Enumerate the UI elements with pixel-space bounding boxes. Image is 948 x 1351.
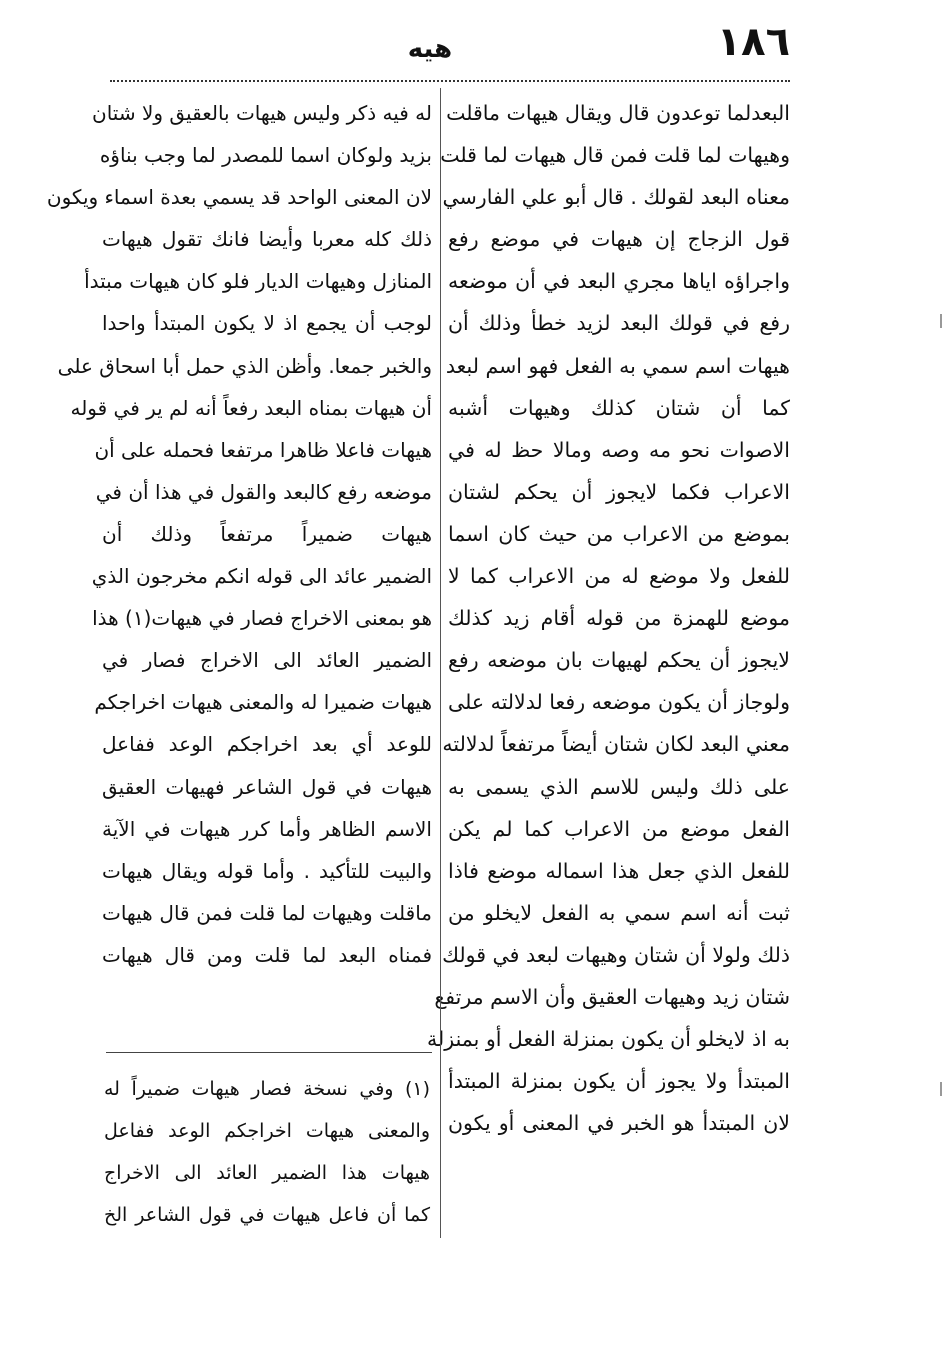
text-line: معني البعد لكان شتان أيضاً مرتفعاً لدلالته bbox=[442, 732, 790, 757]
text-line: كما أن شتان كذلك وهيهات أشبه bbox=[448, 395, 790, 420]
text-line: بموضع من الاعراب من حيث كان اسما bbox=[448, 521, 790, 546]
text-line: للفعل ولا موضع له من الاعراب كما لا bbox=[448, 564, 790, 589]
text-line: الاسم الظاهر وأما كرر هيهات في الآية bbox=[102, 816, 432, 841]
text-line: الضمير العائد الى الاخراج فصار في bbox=[102, 648, 432, 673]
header-rule bbox=[110, 80, 790, 82]
text-line: فمناه البعد لما قلت ومن قال هيهات bbox=[102, 942, 432, 967]
text-line: ذلك ولولا أن شتان وهيهات لبعد في قولك bbox=[442, 942, 790, 967]
text-line: للفعل الذي جعل هذا اسماله موضع فاذا bbox=[448, 858, 790, 883]
text-line: الضمير عائد الى قوله انكم مخرجون الذي bbox=[91, 564, 432, 589]
text-line: بزيد ولوكان اسما للمصدر لما وجب بناؤه bbox=[99, 143, 432, 168]
scan-edge-mark bbox=[940, 314, 942, 328]
scan-edge-mark bbox=[940, 1082, 942, 1096]
text-line: لان المبتدأ هو الخبر في المعنى أو يكون bbox=[448, 1111, 790, 1136]
text-line: ماقلت وهيهات لما قلت فمن قال هيهات bbox=[102, 900, 432, 925]
text-line: هيهات في قول الشاعر فهيهات العقيق bbox=[102, 774, 432, 799]
text-line: الاعراب فكما لايجوز أن يحكم لشتان bbox=[448, 479, 790, 504]
text-line: ذلك كله معربا وأيضا فانك تقول هيهات bbox=[102, 227, 432, 252]
text-line: أن هيهات بمناه البعد رفعاً أنه لم ير في قوله bbox=[70, 395, 432, 420]
text-line: هو بمعنى الاخراج فصار في هيهات(١) هذا bbox=[92, 606, 432, 631]
text-line: للوعد أي بعد اخراجكم الوعد ففاعل bbox=[102, 732, 432, 757]
column-divider bbox=[440, 88, 441, 1238]
text-line: الاصوات نحو مه وصه ومالا حظ له في bbox=[448, 437, 790, 462]
text-line: رفع في قولك البعد لزيد خطأ وذلك أن bbox=[448, 311, 790, 336]
text-line: قول الزجاج إن هيهات في موضع رفع bbox=[448, 227, 790, 252]
text-line: موضعه رفع كالبعد والقول في هذا أن في bbox=[95, 479, 432, 504]
text-line: لوجب أن يجمع اذ لا يكون المبتدأ واحدا bbox=[102, 311, 432, 336]
text-line: هيهات اسم سمي به الفعل فهو اسم لبعد bbox=[445, 353, 790, 378]
text-line: لايجوز أن يحكم لهيهات بان موضعه رفع bbox=[448, 648, 790, 673]
text-line: الفعل موضع من الاعراب كما لم يكن bbox=[448, 816, 790, 841]
text-line: البعدلما توعدون قال ويقال هيهات ماقلت bbox=[446, 101, 790, 125]
text-line: ثبت أنه اسم سمي به الفعل لايخلو من bbox=[448, 900, 790, 925]
footnote-rule bbox=[106, 1052, 432, 1053]
text-line: المبتدأ ولا يجوز أن يكون بمنزلة المبتدأ bbox=[448, 1069, 790, 1094]
text-line: المنازل وهيهات الديار فلو كان هيهات مبتدأ bbox=[84, 269, 432, 294]
text-line: والخبر جمعا. وأظن الذي حمل أبا اسحاق على bbox=[57, 353, 432, 378]
footnotes bbox=[104, 1068, 430, 1236]
text-line: لان المعنى الواحد قد يسمي بعدة اسماء ويكون bbox=[46, 185, 432, 210]
text-line: ولوجاز أن يكون موضعه رفعا لدلالته على bbox=[448, 690, 790, 715]
left-text-column bbox=[46, 92, 432, 976]
text-line: على ذلك وليس للاسم الذي يسمى به bbox=[448, 774, 790, 799]
text-line: وهيهات لما قلت فمن قال هيهات لما قلت bbox=[440, 143, 790, 168]
text-line: له فيه ذكر وليس هيهات بالعقيق ولا شتان bbox=[92, 101, 432, 125]
text-line: معناه البعد لقولك . قال أبو علي الفارسي bbox=[442, 185, 790, 210]
text-line: به اذ لايخلو أن يكون بمنزلة الفعل أو بمنزلة bbox=[427, 1027, 790, 1052]
footnote-line: كما أن فاعل هيهات في قول الشاعر الخ bbox=[104, 1204, 430, 1226]
text-line: هيهات فاعلا ظاهرا مرتفعا فحمله على أن bbox=[94, 437, 432, 462]
footnote-line: والمعنى هيهات اخراجكم الوعد ففاعل bbox=[104, 1120, 430, 1142]
page-number: ١٨٦ bbox=[716, 19, 790, 65]
text-line: هيهات ضميرا له والمعنى هيهات اخراجكم bbox=[94, 690, 432, 715]
running-header: هيه bbox=[407, 34, 453, 64]
footnote-line: هيهات هذا الضمير العائد الى الاخراج bbox=[104, 1162, 430, 1184]
text-line: والبيت للتأكيد . وأما قوله ويقال هيهات bbox=[102, 858, 432, 883]
footnote-line: (١) وفي نسخة فصار هيهات ضميراً له bbox=[104, 1078, 430, 1100]
text-line: شتان زيد وهيهات العقيق وأن الاسم مرتفع bbox=[434, 984, 790, 1009]
text-line: موضع للهمزة من قوله أقام زيد كذلك bbox=[448, 606, 790, 631]
text-line: واجراؤه اياها مجري البعد في أن موضعه bbox=[448, 269, 790, 294]
right-text-column bbox=[427, 92, 790, 1144]
text-line: هيهات ضميراً مرتفعاً وذلك أن bbox=[102, 521, 432, 546]
